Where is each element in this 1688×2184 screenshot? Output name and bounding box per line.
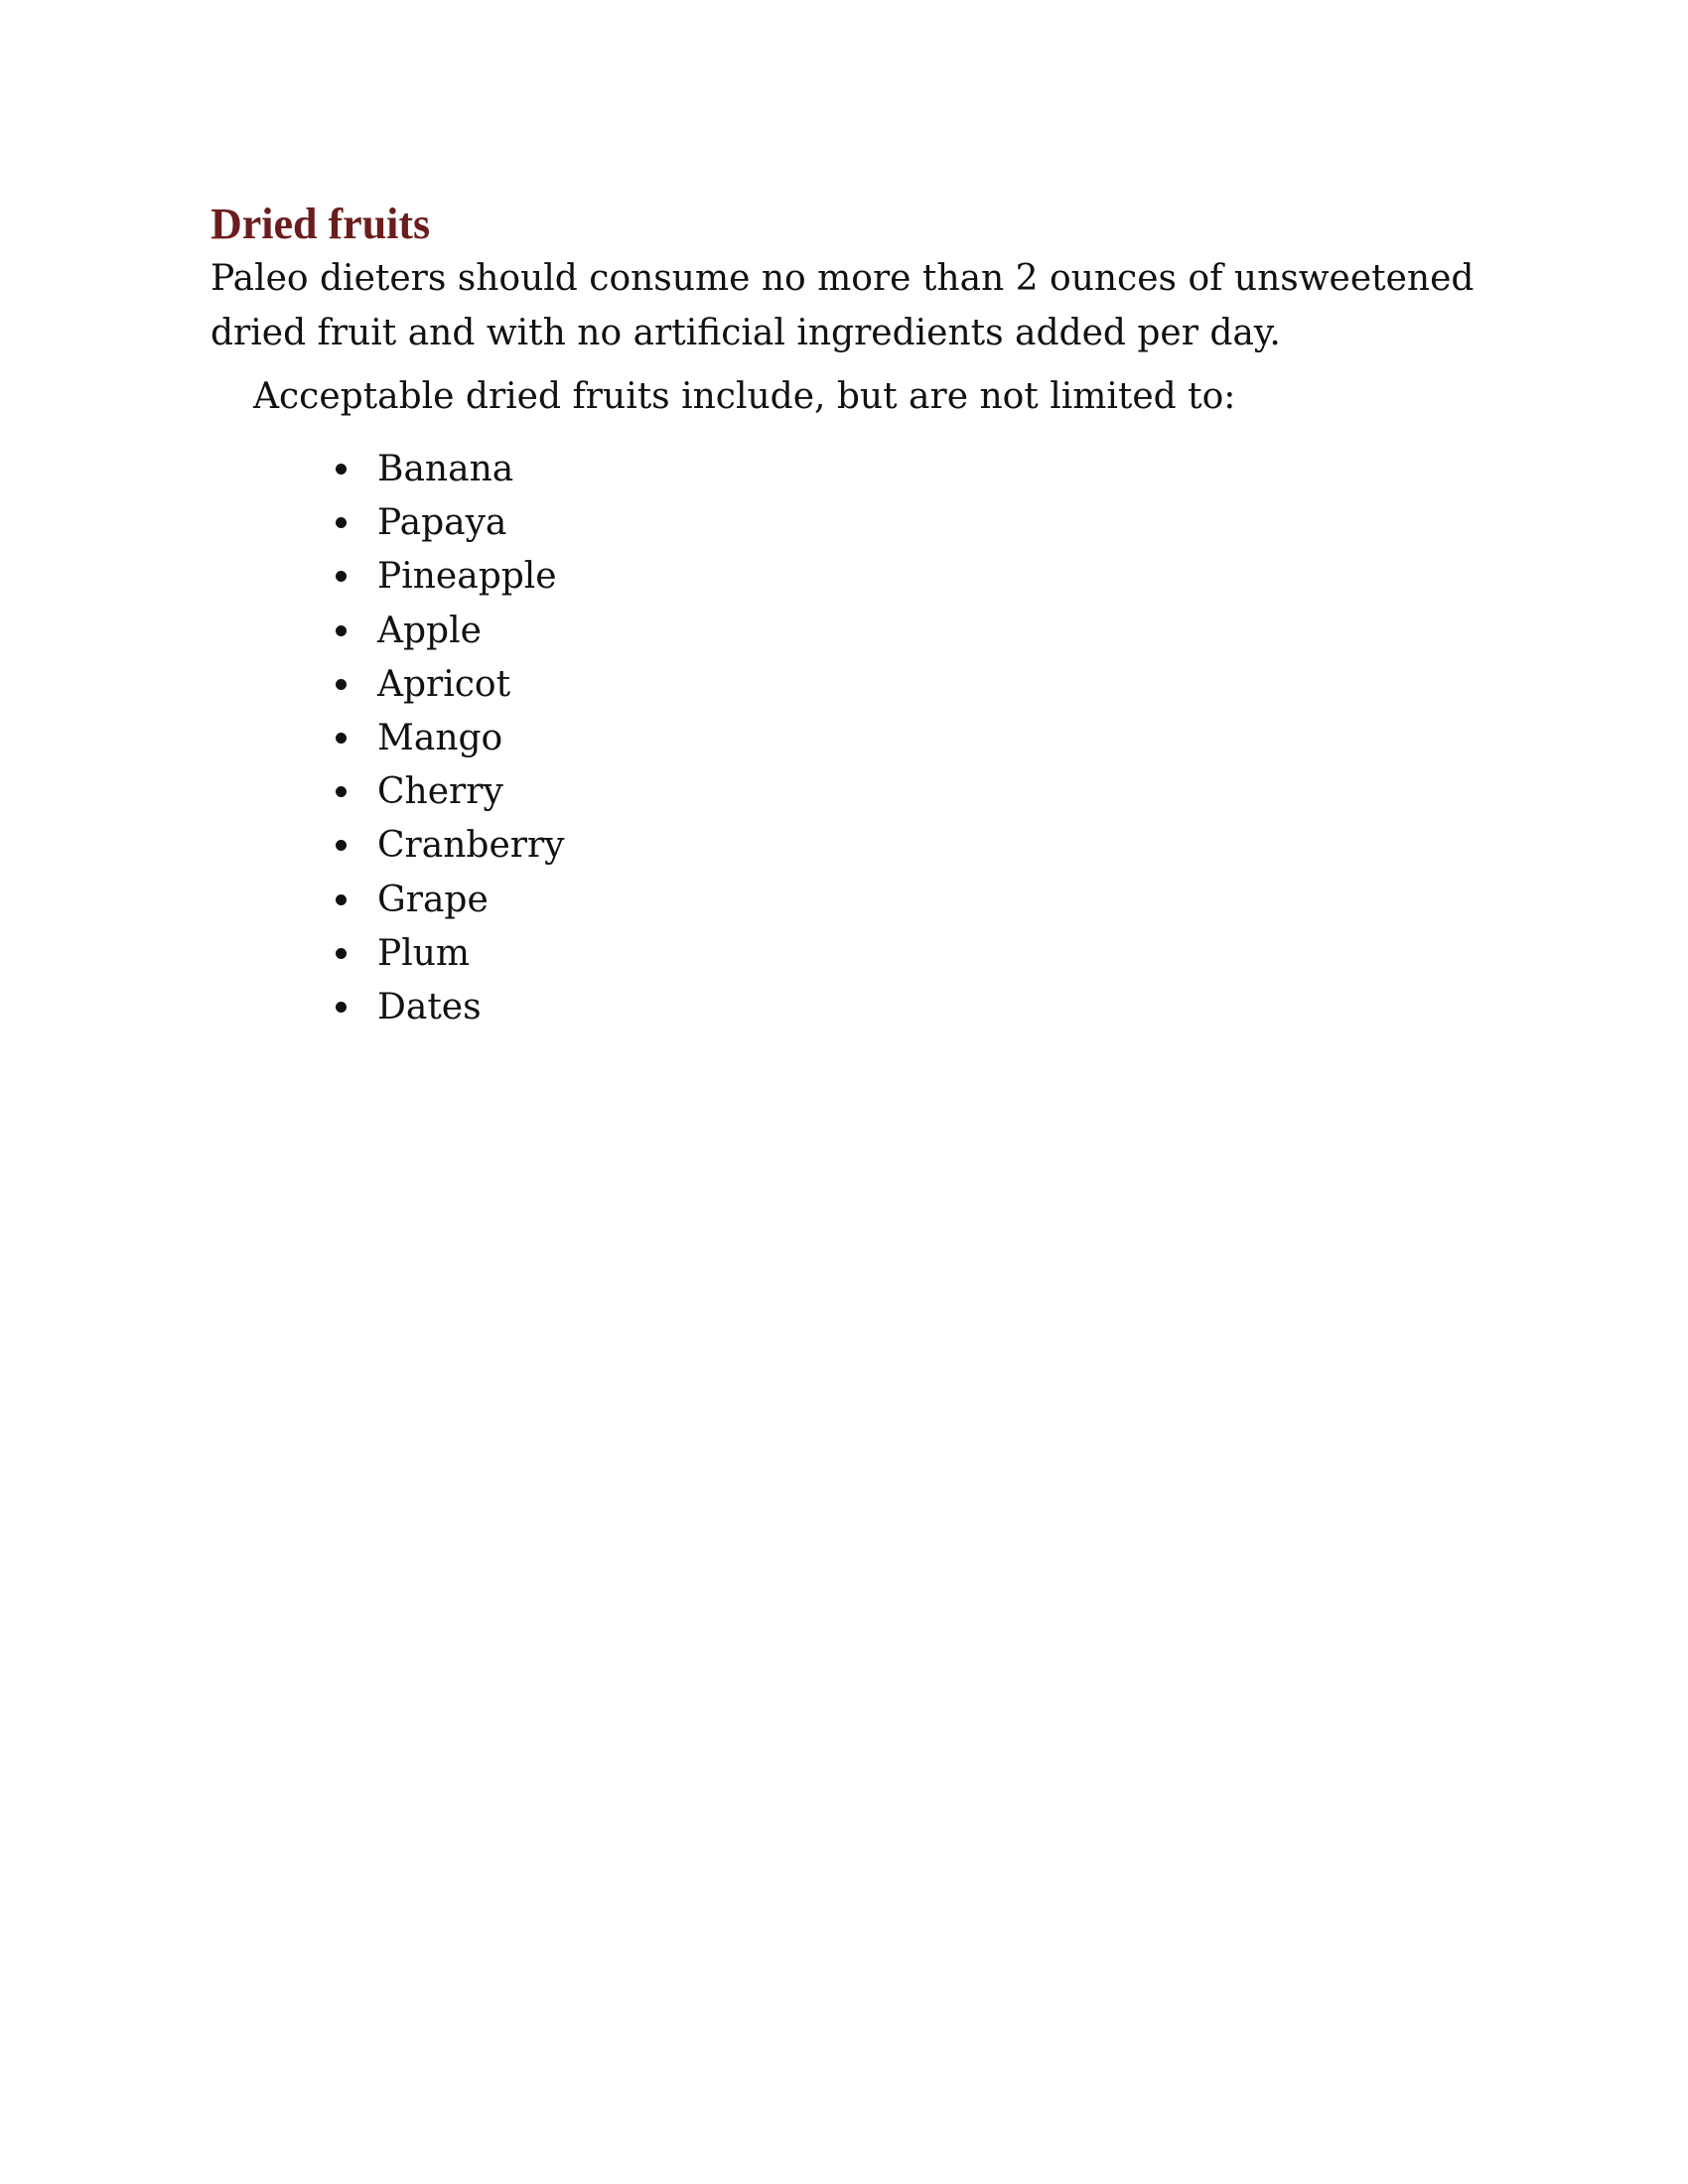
bullet-icon — [336, 733, 347, 744]
bullet-icon — [336, 1002, 347, 1013]
list-item-label: Mango — [377, 717, 503, 758]
list-item-label: Banana — [377, 449, 514, 489]
list-item-label: Apricot — [377, 663, 511, 705]
list-item-label: Papaya — [377, 502, 507, 544]
bullet-icon — [336, 517, 347, 528]
list-item-label: Cherry — [377, 771, 503, 813]
bullet-icon — [336, 679, 347, 690]
bullet-icon — [336, 840, 347, 851]
list-item-label: Grape — [377, 879, 489, 920]
section-heading: Dried fruits — [211, 200, 431, 248]
list-item-label: Apple — [377, 610, 482, 651]
bullet-icon — [336, 948, 347, 959]
intro-paragraph: Paleo dieters should consume no more than 2 ounces of unsweetened dried fruit and with no artificial ingredients added per day. — [211, 258, 1475, 353]
bullet-icon — [336, 786, 347, 797]
list-lead-paragraph: Acceptable dried fruits include, but are not limited to: — [253, 376, 1236, 417]
list-item-label: Dates — [377, 986, 482, 1027]
bullet-icon — [336, 464, 347, 475]
list-item-label: Cranberry — [377, 825, 565, 867]
list-item-label: Pineapple — [377, 556, 557, 598]
bullet-icon — [336, 625, 347, 636]
bullet-icon — [336, 571, 347, 582]
bullet-icon — [336, 894, 347, 905]
list-item-label: Plum — [377, 932, 471, 974]
